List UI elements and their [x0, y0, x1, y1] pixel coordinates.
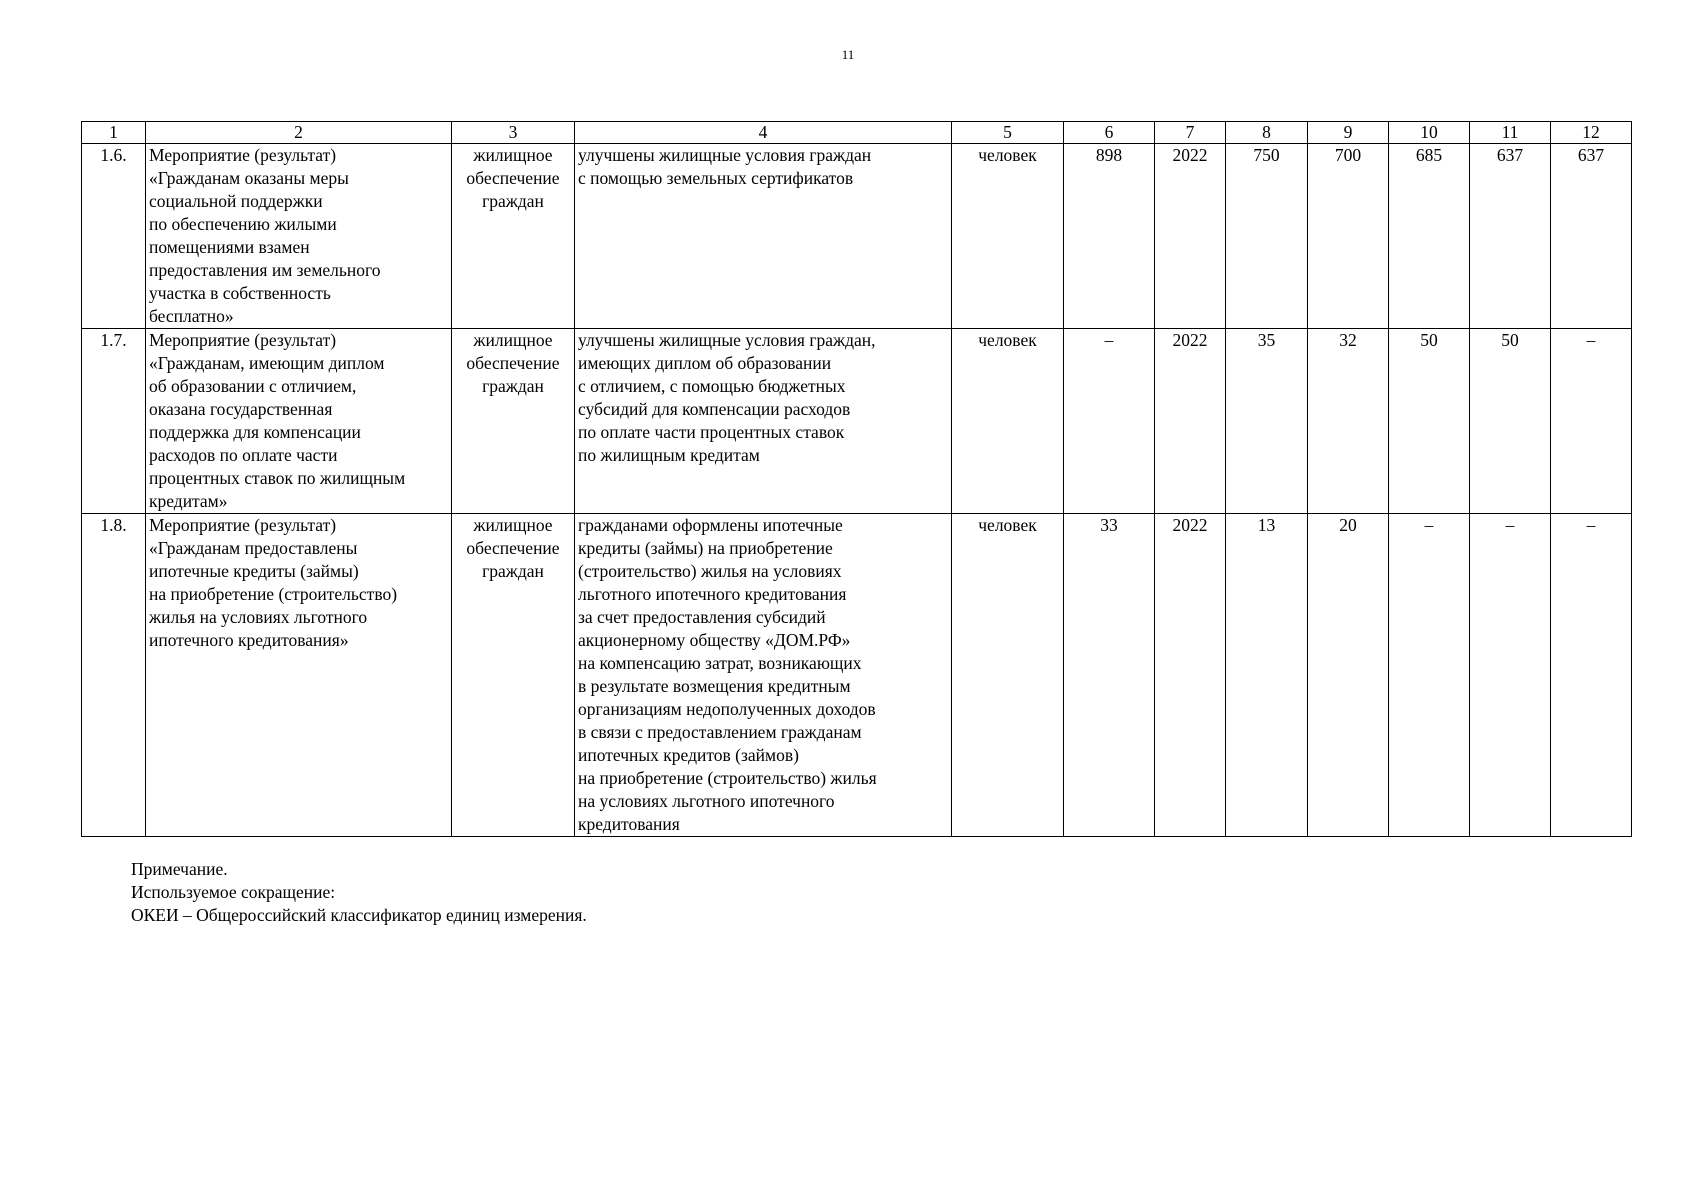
value-cell: –: [1551, 514, 1632, 837]
event-result: улучшены жилищные условия граждан с помощью земельных сертификатов: [575, 144, 952, 329]
event-result: гражданами оформлены ипотечные кредиты (займы) на приобретение (строительство) жилья на условиях льготного ипотечного кредитования за счет предоставления субсидий акционерному обществу «ДОМ.РФ» на компенсацию затрат, возникающих в результате возмещения кредитным организациям недополученных доходов в связи с предоставлением гражданам ипотечных кредитов (займов) на приобретение (строительство) жилья на условиях льготного ипотечного кредитования: [575, 514, 952, 837]
unit: человек: [952, 144, 1064, 329]
event-type: жилищное обеспечение граждан: [452, 329, 575, 514]
row-number: 1.8.: [82, 514, 146, 837]
column-header: 1: [82, 122, 146, 144]
table-row: [82, 514, 1632, 837]
event-type: жилищное обеспечение граждан: [452, 144, 575, 329]
page-number: 11: [841, 47, 855, 62]
event-name: Мероприятие (результат) «Гражданам оказаны меры социальной поддержки по обеспечению жилыми помещениями взамен предоставления им земельного участка в собственность бесплатно»: [146, 144, 452, 329]
value-cell: 898: [1064, 144, 1155, 329]
table-row: [82, 329, 1632, 514]
event-result: улучшены жилищные условия граждан, имеющих диплом об образовании с отличием, с помощью бюджетных субсидий для компенсации расходов по оплате части процентных ставок по жилищным кредитам: [575, 329, 952, 514]
column-header: 3: [452, 122, 575, 144]
column-header: 11: [1470, 122, 1551, 144]
value-cell: 50: [1470, 329, 1551, 514]
event-type: жилищное обеспечение граждан: [452, 514, 575, 837]
column-header: 10: [1389, 122, 1470, 144]
value-cell: –: [1470, 514, 1551, 837]
note-title: Примечание.: [131, 859, 228, 879]
value-cell: 13: [1226, 514, 1308, 837]
column-header: 6: [1064, 122, 1155, 144]
value-cell: 637: [1551, 144, 1632, 329]
column-header: 5: [952, 122, 1064, 144]
value-cell: 637: [1470, 144, 1551, 329]
unit: человек: [952, 514, 1064, 837]
value-cell: 33: [1064, 514, 1155, 837]
event-name: Мероприятие (результат) «Гражданам, имеющим диплом об образовании с отличием, оказана государственная поддержка для компенсации расходов по оплате части процентных ставок по жилищным кредитам»: [146, 329, 452, 514]
value-cell: 2022: [1155, 514, 1226, 837]
column-header: 9: [1308, 122, 1389, 144]
row-number: 1.7.: [82, 329, 146, 514]
column-header: 12: [1551, 122, 1632, 144]
value-cell: –: [1551, 329, 1632, 514]
value-cell: 2022: [1155, 329, 1226, 514]
notes-block: [131, 858, 587, 927]
row-number: 1.6.: [82, 144, 146, 329]
value-cell: –: [1064, 329, 1155, 514]
value-cell: 32: [1308, 329, 1389, 514]
note-abbreviations-heading: Используемое сокращение:: [131, 882, 336, 902]
column-header: 8: [1226, 122, 1308, 144]
value-cell: 685: [1389, 144, 1470, 329]
table-row: [82, 144, 1632, 329]
unit: человек: [952, 329, 1064, 514]
column-header: 7: [1155, 122, 1226, 144]
value-cell: 2022: [1155, 144, 1226, 329]
value-cell: –: [1389, 514, 1470, 837]
column-header: 2: [146, 122, 452, 144]
value-cell: 700: [1308, 144, 1389, 329]
value-cell: 750: [1226, 144, 1308, 329]
value-cell: 35: [1226, 329, 1308, 514]
event-name: Мероприятие (результат) «Гражданам предоставлены ипотечные кредиты (займы) на приобретение (строительство) жилья на условиях льготного ипотечного кредитования»: [146, 514, 452, 837]
column-header: 4: [575, 122, 952, 144]
note-abbreviation-okei: ОКЕИ – Общероссийский классификатор единиц измерения.: [131, 905, 587, 925]
indicators-table: [81, 121, 1632, 837]
header-row: [82, 122, 1632, 144]
value-cell: 20: [1308, 514, 1389, 837]
value-cell: 50: [1389, 329, 1470, 514]
